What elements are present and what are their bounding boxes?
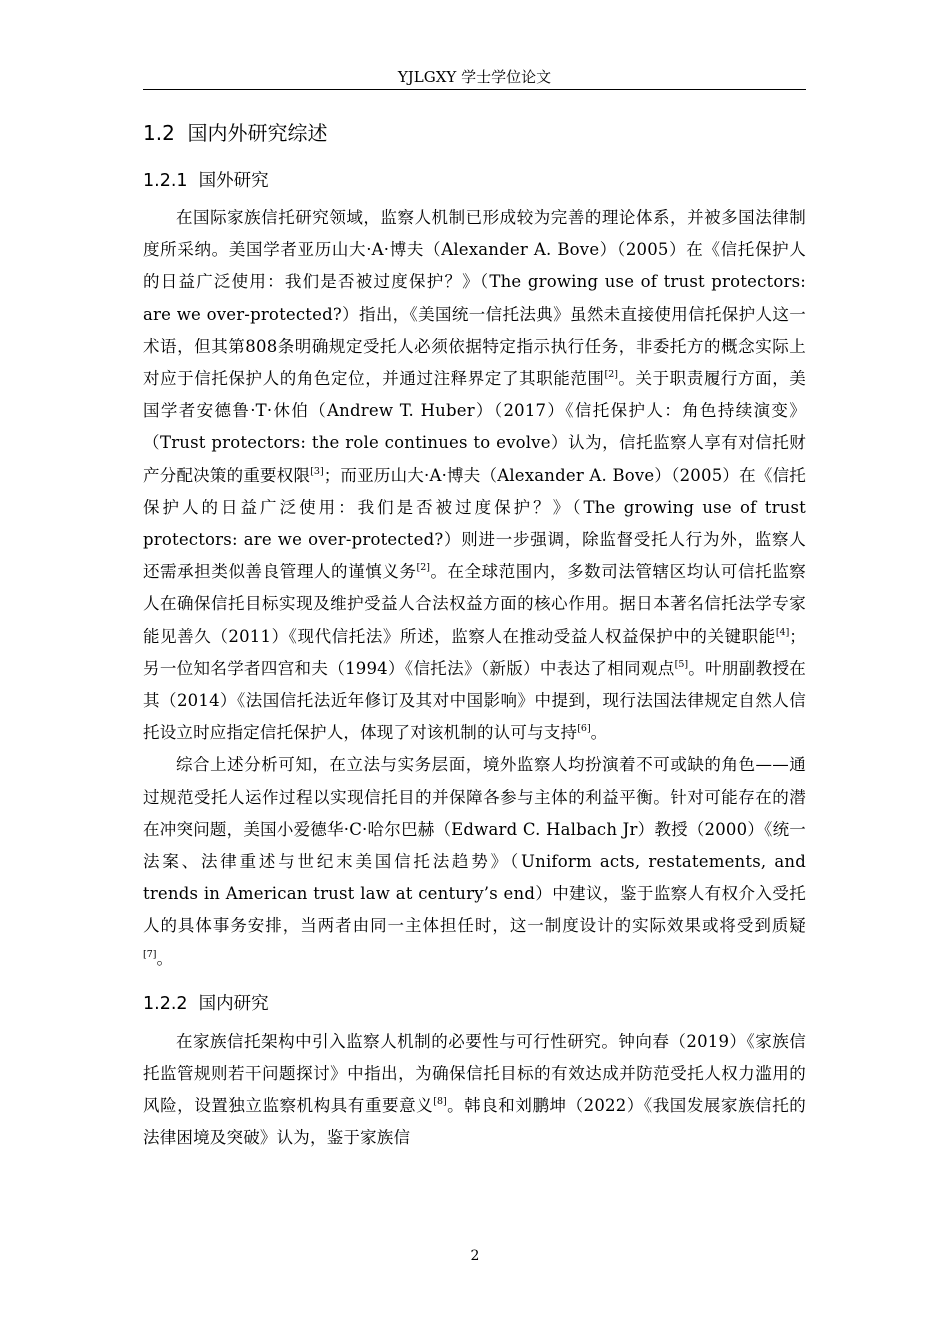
paragraph-text: 综合上述分析可知，在立法与实务层面，境外监察人均扮演着不可或缺的角色——通过规范受托人运作过程以实现信托目的并保障各参与主体的利益平衡。针对可能存在的潜在冲突问题，美国小爱德华·C·哈尔巴赫（Edward C. Halbach Jr）教授（2000）《统一法案、法律重述与世纪末美国信托法趋势》（Uniform acts, restatements, and trends in American trust law at century’s end）中建议，鉴于监察人有权介入受托人的具体事务安排，当两者由同一主体担任时，这一制度设计的实际效果或将受到质疑 — [143, 755, 806, 936]
subsection-heading-domestic — [143, 991, 806, 1017]
subsection-heading-foreign — [143, 168, 806, 194]
paragraph-text: ；而亚历山大·A·博夫（Alexander A. Bove）（2005）在《信托保护人的日益广泛使用：我们是否被过度保护？》（The growing use of trust protectors: are we over-protected?）则进一步强调，除监督受托人行为外，监察人还需承担类似善良管理人的谨慎义务 — [143, 465, 806, 582]
citation-marker: [2] — [416, 562, 430, 574]
citation-marker: [7] — [143, 948, 157, 960]
page-number: 2 — [470, 1248, 480, 1264]
paragraph-text: 。 — [156, 948, 174, 968]
section-heading — [143, 118, 806, 148]
citation-marker: [3] — [310, 465, 324, 477]
citation-marker: [8] — [433, 1096, 447, 1108]
section-title: 国内外研究综述 — [187, 121, 328, 145]
subsection-title: 国外研究 — [198, 171, 269, 191]
page-content — [143, 118, 806, 1155]
subsection-number: 1.2.2 — [143, 993, 188, 1014]
body-paragraph-domestic-research — [143, 1026, 806, 1155]
subsection-number: 1.2.1 — [143, 171, 188, 191]
paragraph-text: 在家族信托架构中引入监察人机制的必要性与可行性研究。钟向春（2019）《家族信托监管规则若干问题探讨》中指出，为确保信托目标的有效达成并防范受托人权力滥用的风险，设置独立监察机构具有重要意义 — [143, 1031, 806, 1116]
paragraph-text: 。韩良和刘鹏坤（2022）《我国发展家族信托的法律困境及突破》认为，鉴于家族信 — [143, 1096, 806, 1148]
paragraph-text: 在国际家族信托研究领域，监察人机制已形成较为完善的理论体系，并被多国法律制度所采纳。美国学者亚历山大·A·博夫（Alexander A. Bove）（2005）在《信托保护人的日益广泛使用：我们是否被过度保护？》（The growing use of trust protectors: are we over-protected?）指出，《美国统一信托法典》虽然未直接使用信托保护人这一术语，但其第808条明确规定受托人必须依据特定指示执行任务，非委托方的概念实际上对应于信托保护人的角色定位，并通过注释界定了其职能范围 — [143, 208, 806, 389]
paragraph-text: ；另一位知名学者四宫和夫（1994）《信托法》（新版）中表达了相同观点 — [143, 626, 806, 678]
body-paragraph-summary — [143, 749, 806, 974]
body-paragraph-foreign-research — [143, 202, 806, 749]
subsection-title: 国内研究 — [198, 993, 269, 1014]
citation-marker: [4] — [775, 626, 790, 638]
section-number: 1.2 — [143, 121, 175, 145]
citation-marker: [5] — [674, 658, 689, 670]
paragraph-text: 。 — [590, 723, 608, 743]
citation-marker: [6] — [577, 723, 591, 735]
running-header-title: YJLGXY 学士学位论文 — [397, 68, 552, 86]
running-header — [143, 66, 806, 90]
paragraph-text: 。关于职责履行方面，美国学者安德鲁·T·休伯（Andrew T. Huber）（2017）《信托保护人：角色持续演变》（Trust protectors: the role continues to evolve）认为，信托监察人享有对信托财产分配决策的重要权限 — [143, 369, 807, 485]
paragraph-text: 。叶朋副教授在其（2014）《法国信托法近年修订及其对中国影响》中提到，现行法国法律规定自然人信托设立时应指定信托保护人，体现了对该机制的认可与支持 — [143, 658, 806, 743]
citation-marker: [2] — [604, 369, 618, 381]
paragraph-text: 。在全球范围内，多数司法管辖区均认可信托监察人在确保信托目标实现及维护受益人合法权益方面的核心作用。据日本著名信托法学专家能见善久（2011）《现代信托法》所述，监察人在推动受益人权益保护中的关键职能 — [143, 562, 806, 646]
